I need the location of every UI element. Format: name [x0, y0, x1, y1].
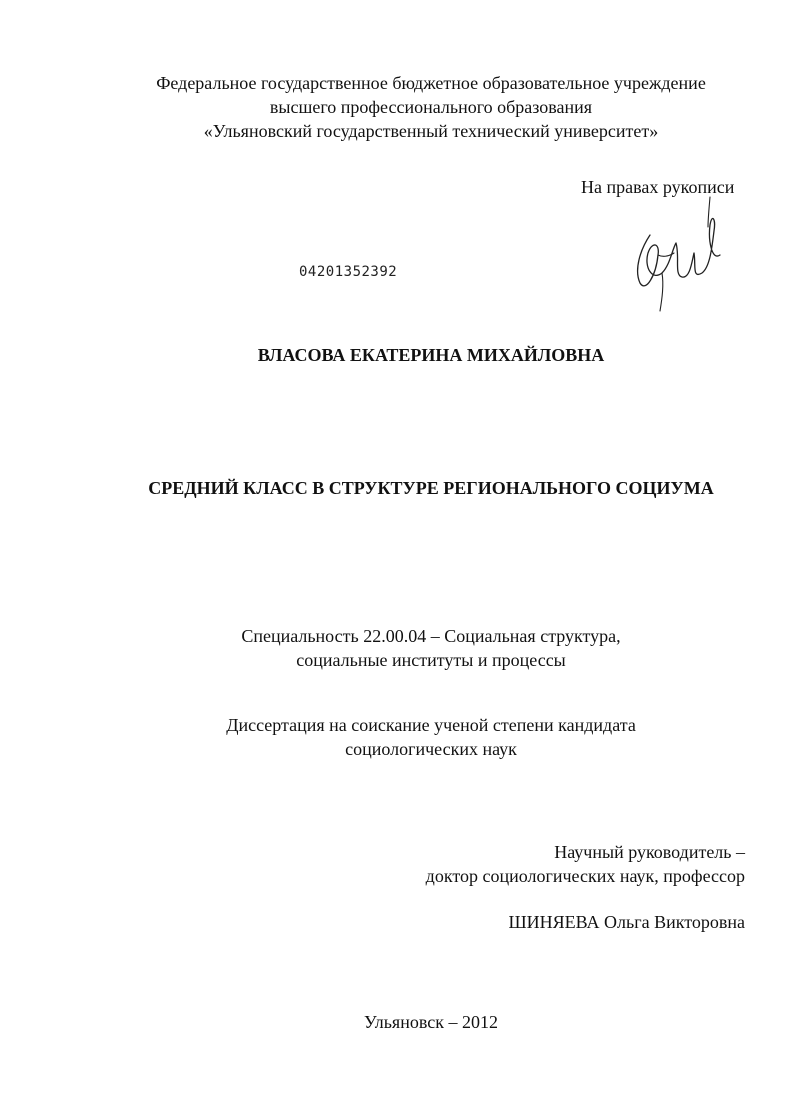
- rights-note: На правах рукописи: [581, 177, 735, 197]
- speciality-block: [0, 624, 799, 672]
- city-year: Ульяновск – 2012: [364, 1012, 498, 1032]
- supervisor-name: ШИНЯЕВА Ольга Викторовна: [508, 912, 745, 932]
- dissertation-title: СРЕДНИЙ КЛАСС В СТРУКТУРЕ РЕГИОНАЛЬНОГО СОЦИУМА: [148, 478, 714, 498]
- degree-block: [0, 713, 799, 761]
- speciality-line-1: Специальность 22.00.04 – Социальная структура,: [241, 626, 621, 646]
- speciality-line-2: социальные институты и процессы: [296, 650, 566, 670]
- handwritten-signature: [622, 195, 732, 315]
- supervisor-degree: доктор социологических наук, профессор: [425, 866, 745, 886]
- supervisor-role: Научный руководитель –: [554, 842, 745, 862]
- institution-line-1: Федеральное государственное бюджетное образовательное учреждение: [156, 73, 706, 93]
- supervisor-block: [426, 840, 745, 934]
- institution-header: [0, 71, 799, 143]
- institution-line-3: «Ульяновский государственный технический университет»: [203, 121, 659, 141]
- degree-line-2: социологических наук: [345, 739, 517, 759]
- author-name: ВЛАСОВА ЕКАТЕРИНА МИХАЙЛОВНА: [257, 345, 605, 365]
- degree-line-1: Диссертация на соискание ученой степени кандидата: [226, 715, 636, 735]
- stamp-number: 04201352392: [299, 264, 398, 280]
- institution-line-2: высшего профессионального образования: [269, 97, 593, 117]
